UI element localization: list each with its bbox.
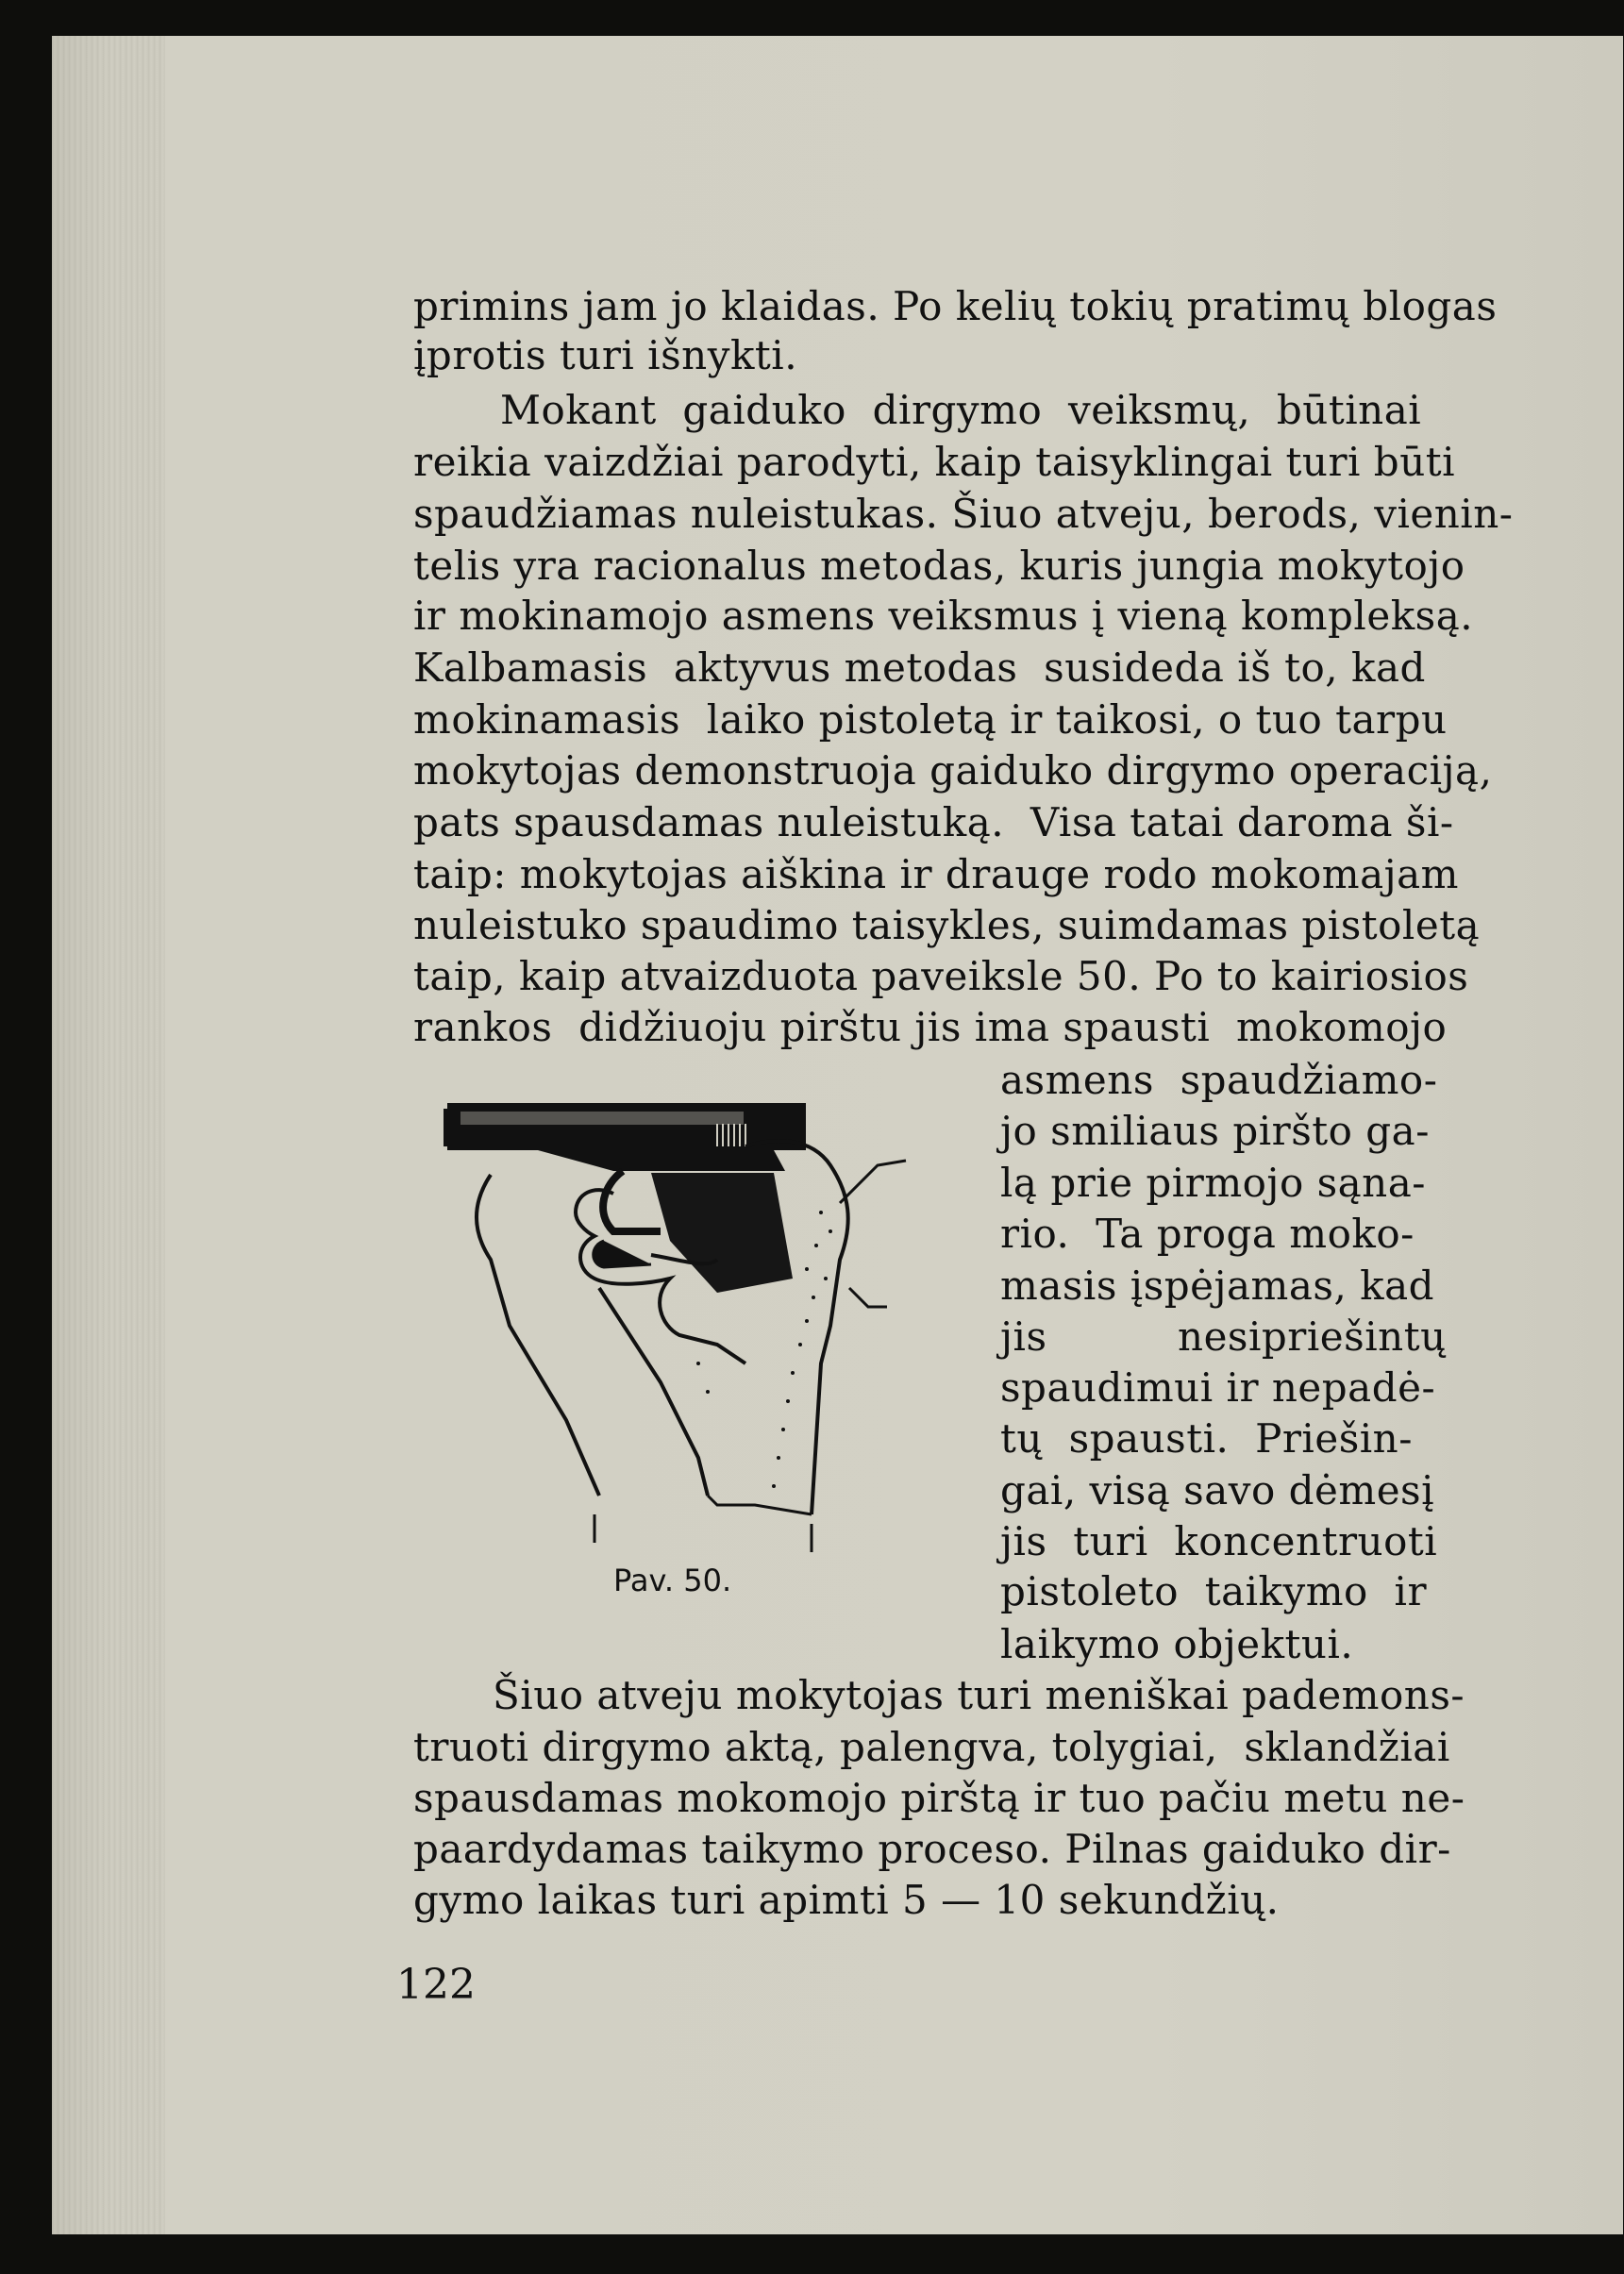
text-line: taip: mokytojas aiškina ir drauge rodo mokomajam <box>413 851 1460 897</box>
pistol-hand-illustration <box>434 1080 1000 1562</box>
text-line: nuleistuko spaudimo taisykles, suimdamas pistoletą <box>413 902 1481 948</box>
text-line: Kalbamasis aktyvus metodas susideda iš to, kad <box>413 644 1426 691</box>
pistol-grip <box>651 1173 793 1293</box>
text-line: pistoleto taikymo ir <box>1000 1568 1428 1614</box>
text-line: spaudimui ir nepadė- <box>1000 1364 1436 1411</box>
text-line: ir mokinamojo asmens veiksmus į vieną kompleksą. <box>413 593 1474 639</box>
text-line: jis nesipriešintų <box>1000 1313 1447 1360</box>
page-number: 122 <box>396 1961 476 2009</box>
text-line: įprotis turi išnykti. <box>413 332 798 378</box>
text-line: pats spausdamas nuleistuką. Visa tatai daroma ši- <box>413 799 1454 845</box>
text-line: jis turi koncentruoti <box>1000 1518 1438 1564</box>
text-line: asmens spaudžiamo- <box>1000 1057 1438 1103</box>
text-line: rio. Ta proga moko- <box>1000 1211 1415 1257</box>
text-line: masis įspėjamas, kad <box>1000 1262 1435 1309</box>
text-line: telis yra racionalus metodas, kuris jungia mokytojo <box>413 543 1465 589</box>
text-line: spaudžiamas nuleistukas. Šiuo atveju, berods, vienin- <box>413 491 1514 537</box>
text-line: gymo laikas turi apimti 5 — 10 sekundžių. <box>413 1877 1280 1923</box>
text-line: taip, kaip atvaizduota paveiksle 50. Po to kairiosios <box>413 953 1469 999</box>
text-line: lą prie pirmojo sąna- <box>1000 1160 1426 1206</box>
text-line: Mokant gaiduko dirgymo veiksmų, būtinai <box>500 387 1422 433</box>
text-line: rankos didžiuoju pirštu jis ima spausti mokomojo <box>413 1004 1448 1050</box>
text-line: jo smiliaus piršto ga- <box>1000 1108 1430 1154</box>
text-line: gai, visą savo dėmesį <box>1000 1467 1435 1513</box>
text-line: reikia vaizdžiai parodyti, kaip taisyklingai turi būti <box>413 439 1456 485</box>
text-line: mokytojas demonstruoja gaiduko dirgymo operaciją, <box>413 747 1493 794</box>
text-line: mokinamasis laiko pistoletą ir taikosi, o tuo tarpu <box>413 696 1448 743</box>
text-line: truoti dirgymo aktą, palengva, tolygiai, sklandžiai <box>413 1724 1450 1770</box>
text-line: Šiuo atveju mokytojas turi meniškai pademons- <box>493 1672 1465 1718</box>
text-line: paardydamas taikymo proceso. Pilnas gaiduko dir- <box>413 1826 1451 1872</box>
text-line: spausdamas mokomojo pirštą ir tuo pačiu metu ne- <box>413 1775 1465 1821</box>
figure-caption: Pav. 50. <box>613 1563 732 1598</box>
text-line: primins jam jo klaidas. Po kelių tokių pratimų blogas <box>413 283 1498 329</box>
page-edges <box>52 36 165 2234</box>
text-line: tų spausti. Priešin- <box>1000 1415 1413 1462</box>
text-line: laikymo objektui. <box>1000 1621 1354 1667</box>
